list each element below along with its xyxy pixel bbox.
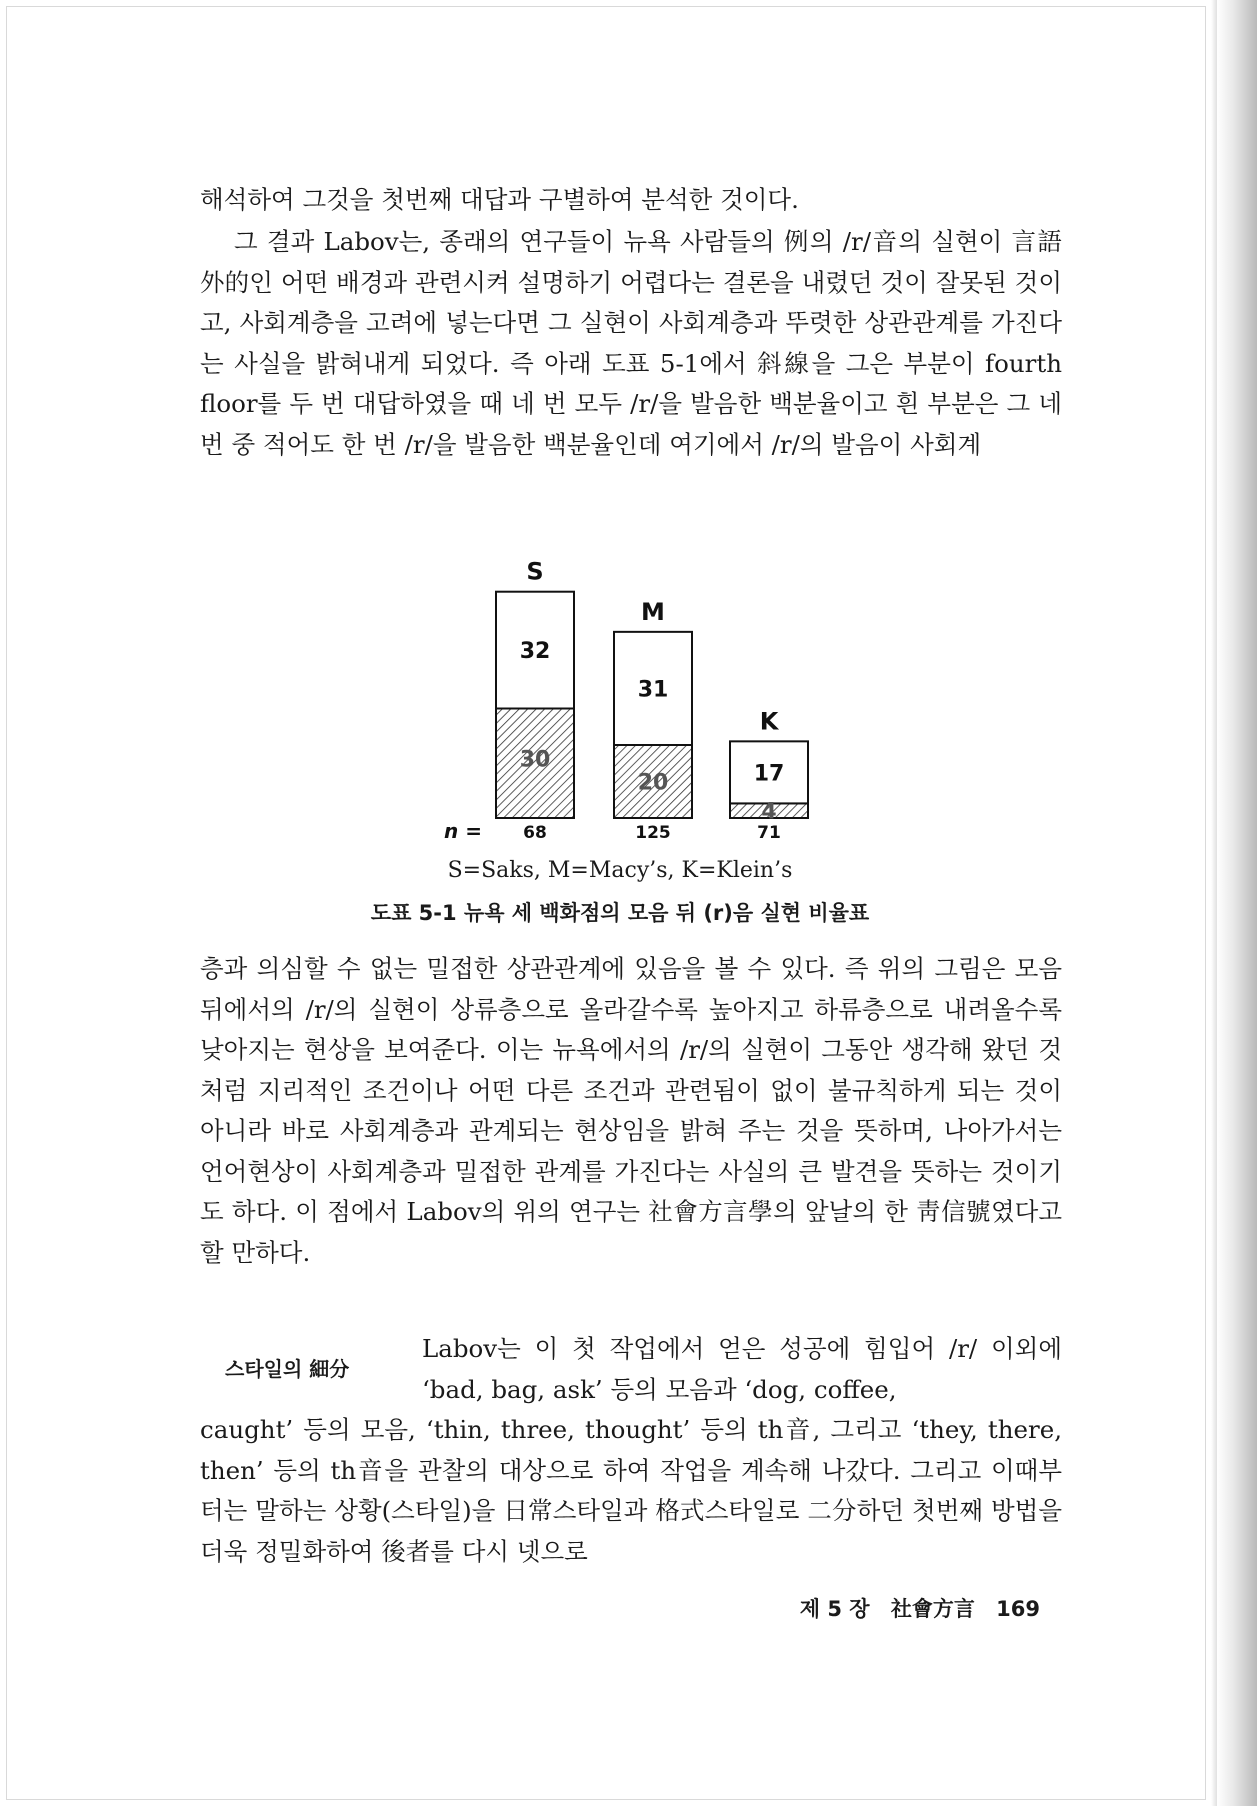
section-body-text bbox=[200, 1410, 1062, 1572]
n-value-label: 71 bbox=[757, 823, 781, 843]
section-lead-text bbox=[422, 1329, 1062, 1410]
paragraph-text: Labov는 이 첫 작업에서 얻은 성공에 힘입어 /r/ 이외에 ‘bad, bag, ask’ 등의 모음과 ‘dog, coffee, bbox=[422, 1334, 1062, 1404]
bar-value-label: 17 bbox=[753, 761, 785, 787]
body-paragraph-3 bbox=[200, 949, 1062, 1273]
page-footer bbox=[700, 1594, 1040, 1624]
n-label: n = bbox=[444, 819, 482, 843]
figure-caption: 도표 5-1 뉴욕 세 백화점의 모음 뒤 (r)음 실현 비율표 bbox=[370, 901, 870, 925]
n-value-label: 68 bbox=[523, 823, 547, 843]
n-value-label: 125 bbox=[635, 823, 671, 843]
page-edge bbox=[1217, 0, 1257, 1806]
bar-value-label: 32 bbox=[519, 639, 551, 665]
stacked-bar-chart bbox=[440, 550, 840, 850]
category-label: K bbox=[759, 707, 779, 736]
page-number: 169 bbox=[996, 1597, 1040, 1621]
footer-title: 社會方言 bbox=[890, 1597, 975, 1621]
section-heading: 스타일의 細分 bbox=[225, 1357, 350, 1381]
paragraph-text: 그 결과 Labov는, 종래의 연구들이 뉴욕 사람들의 例의 /r/音의 실현이 言語外的인 어떤 배경과 관련시켜 설명하기 어렵다는 결론을 내렸던 것이 잘못된 것이고, 사회계층을 고려에 넣는다면 그 실현이 사회계층과 뚜렷한 상관관계를 가진다는 사실을 밝혀내게 되었다. 즉 아래 도표 5-1에서 斜線을 그은 부분이 fourth floor를 두 번 대답하였을 때 네 번 모두 /r/을 발음한 백분율이고 흰 부분은 그 네 번 중 적어도 한 번 /r/을 발음한 백분율인데 여기에서 /r/의 발음이 사회계 bbox=[200, 227, 1062, 459]
paragraph-text: caught’ 등의 모음, ‘thin, three, thought’ 등의 th音, 그리고 ‘they, there, then’ 등의 th音을 관찰의 대상으로 하여 작업을 계속해 나갔다. 그리고 이때부터는 말하는 상황(스타일)을 日常스타일과 格式스타일로 二分하던 첫번째 방법을 더욱 정밀화하여 後者를 다시 넷으로 bbox=[200, 1415, 1062, 1566]
bar-value-label: 31 bbox=[637, 677, 669, 703]
bar-value-label: 20 bbox=[637, 770, 669, 796]
category-label: S bbox=[526, 557, 544, 586]
figure-5-1 bbox=[440, 550, 840, 850]
paragraph-text: 해석하여 그것을 첫번째 대답과 구별하여 분석한 것이다. bbox=[200, 185, 799, 214]
footer-chapter: 제 5 장 bbox=[799, 1597, 870, 1621]
category-label: M bbox=[641, 597, 665, 626]
bar-value-label: 30 bbox=[519, 747, 551, 773]
body-paragraph-2 bbox=[200, 222, 1062, 465]
body-paragraph-1 bbox=[200, 180, 1062, 221]
figure-legend: S=Saks, M=Macy’s, K=Klein’s bbox=[447, 858, 793, 883]
bar-value-label: 4 bbox=[761, 799, 777, 825]
paragraph-text: 층과 의심할 수 없는 밀접한 상관관계에 있음을 볼 수 있다. 즉 위의 그림은 모음 뒤에서의 /r/의 실현이 상류층으로 올라갈수록 높아지고 하류층으로 내려올수록 낮아지는 현상을 보여준다. 이는 뉴욕에서의 /r/의 실현이 그동안 생각해 왔던 것처럼 지리적인 조건이나 어떤 다른 조건과 관련됨이 없이 불규칙하게 되는 것이 아니라 바로 사회계층과 관계되는 현상임을 밝혀 주는 것을 뜻하며, 나아가서는 언어현상이 사회계층과 밀접한 관계를 가진다는 사실의 큰 발견을 뜻하는 것이기도 하다. 이 점에서 Labov의 위의 연구는 社會方言學의 앞날의 한 靑信號였다고 할 만하다. bbox=[200, 954, 1062, 1267]
